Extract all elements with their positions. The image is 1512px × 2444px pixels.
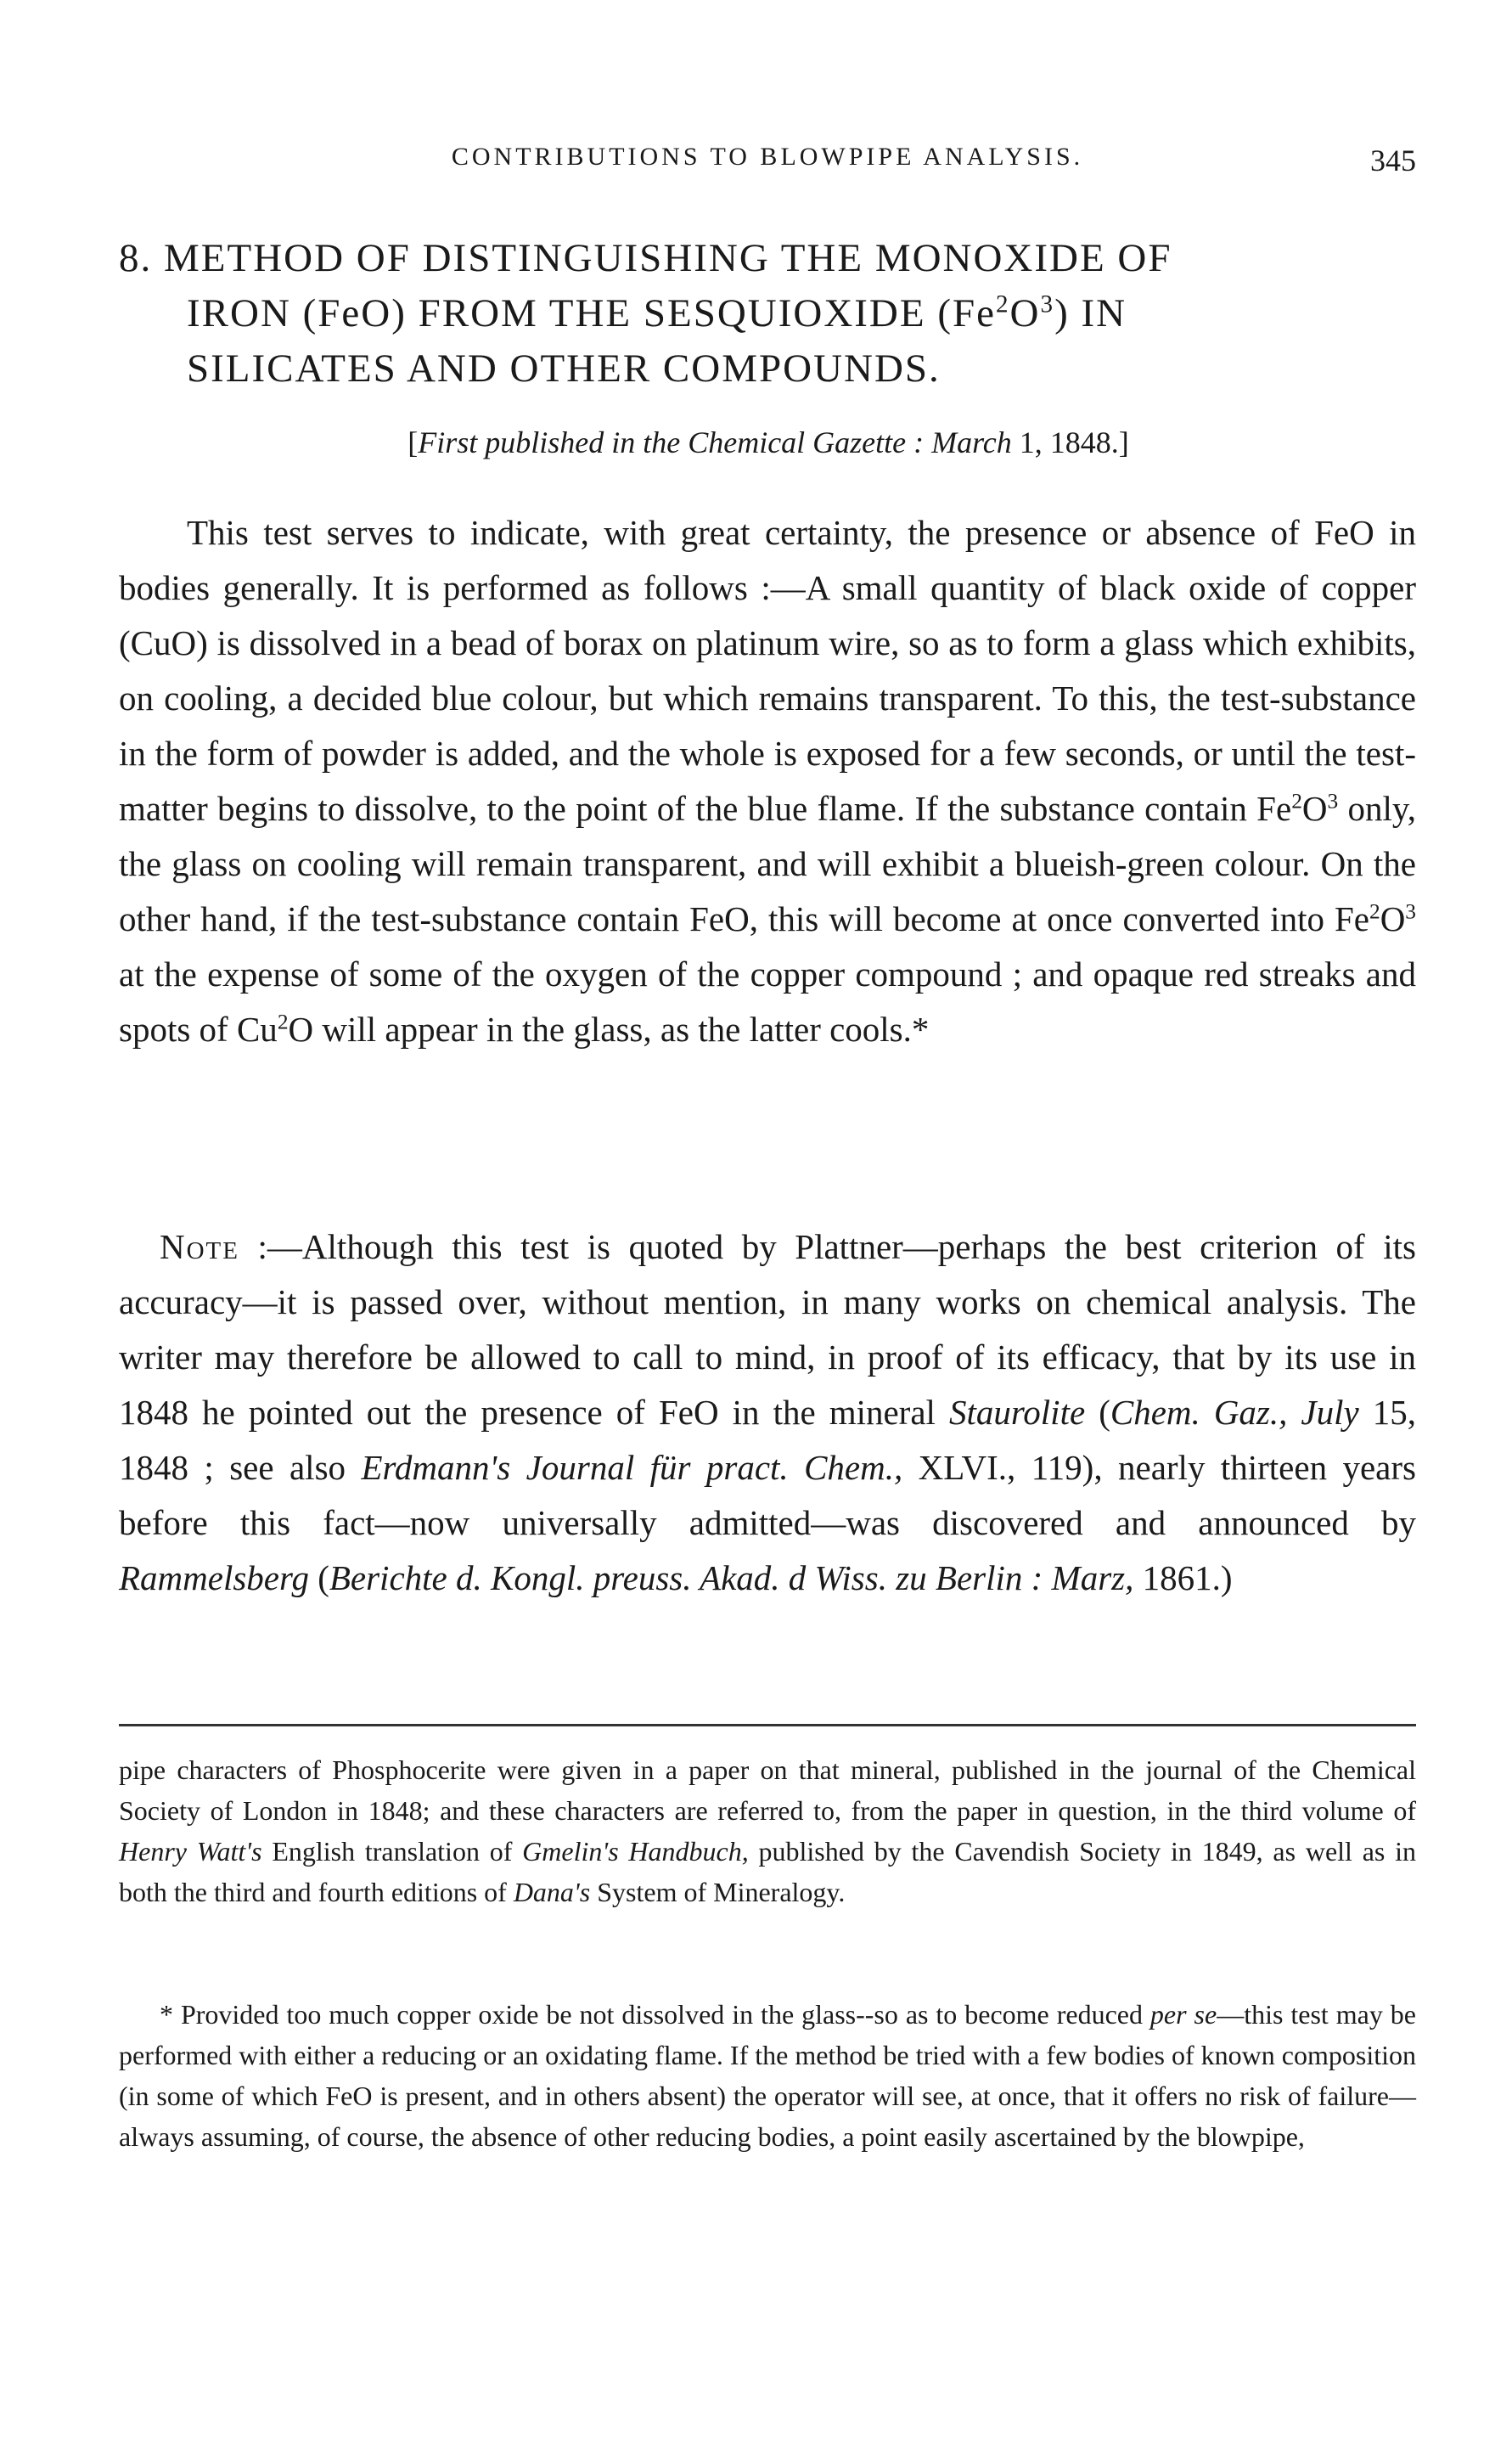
italic-run: Chem. Gaz., July [1110,1393,1359,1432]
source-date: 1, 1848. [1011,425,1119,459]
running-title: CONTRIBUTIONS TO BLOWPIPE ANALYSIS. [451,143,1084,171]
text-run: 1861.) [1133,1558,1233,1597]
heading-line-3: SILICATES AND OTHER COMPOUNDS. [187,346,941,391]
text-run: only, the glass on cooling will remain transparent, and will exhibit a blueish-green colour. On the other hand, if the test-substance contain FeO, this will become at once converted into Fe [119,789,1416,938]
running-head [119,143,1416,185]
text-run: XLVI., 119), nearly thirteen years before this fact—now universally admitted—was discovered and announced by [119,1448,1416,1542]
heading-text: ) IN [1054,291,1127,335]
italic-run: Henry Watt's [119,1836,262,1867]
source-publication: First published in the Chemical Gazette : March [418,425,1012,459]
superscript: 2 [995,290,1010,318]
text-run: —this test may be performed with either a reducing or an oxidating flame. If the method be tried with a few bodies of known composition (in some of which FeO is present, and in others absent) the operator will see, at once, that it offers no risk of failure—always assuming, of course, the absence of other reducing bodies, a point easily ascertained by the blowpipe, [119,1999,1417,2152]
bracket-open: [ [408,425,419,459]
text-run: System of Mineralogy. [590,1877,846,1907]
heading-line-1: 8. METHOD OF DISTINGUISHING THE MONOXIDE OF [119,236,1172,280]
text-run: O will appear in the glass, as the latter cools.* [288,1010,930,1049]
text-run: 15, 1848 ; see also [119,1393,1417,1487]
italic-run: per se [1149,1999,1217,2030]
paragraph-note [119,1219,1416,1606]
italic-run: Dana's [513,1877,591,1907]
superscript: 3 [1040,290,1055,318]
italic-run: Rammelsberg [119,1558,309,1597]
text-run: pipe characters of Phosphocerite were given in a paper on that mineral, published in the journal of the Chemical Society of London in 1848; and these characters are referred to, from the paper in question, in the third volume of [119,1754,1416,1826]
bracket-close: ] [1118,425,1129,459]
superscript: 3 [1405,899,1416,924]
text-run: * Provided too much copper oxide be not dissolved in the glass--so as to become reduced [160,1999,1150,2030]
page-number: 345 [1370,144,1416,177]
section-heading [119,231,1418,397]
superscript: 3 [1327,789,1339,814]
text-run: ( [308,1558,329,1597]
italic-run: Gmelin's Handbuch, [522,1836,749,1867]
source-note [119,425,1418,460]
footnote-divider [119,1724,1416,1726]
superscript: 2 [1291,789,1302,814]
italic-run: Staurolite [948,1393,1086,1432]
text-run: ( [1085,1393,1110,1432]
superscript: 2 [277,1010,289,1034]
text-run: :—Although this test is quoted by Plattner—perhaps the best criterion of its accuracy—it is passed over, without mention, in many works on chemical analysis. The writer may therefore be allowed to call to mind, in proof of its efficacy, that by its use in 1848 he pointed out the presence of FeO in the mineral [119,1227,1416,1432]
text-run: O [1301,789,1328,828]
italic-run: Berichte d. Kongl. preuss. Akad. d Wiss. zu Berlin : Marz, [329,1558,1134,1597]
footnote-continued [119,1749,1416,1912]
text-run: O [1380,899,1406,938]
heading-line-2 [119,286,1418,341]
heading-text: IRON (FeO) FROM THE SESQUIOXIDE (Fe [187,291,996,335]
text-run: This test serves to indicate, with great certainty, the presence or absence of FeO in bodies generally. It is performed as follows :—A small quantity of black oxide of copper (CuO) is dissolved in a bead of borax on platinum wire, so as to form a glass which exhibits, on cooling, a decided blue colour, but which remains transparent. To this, the test-substance in the form of powder is added, and the whole is exposed for a few seconds, or until the test-matter begins to dissolve, to the point of the blue flame. If the substance contain Fe [119,513,1416,828]
text-run: at the expense of some of the oxygen of the copper compound ; and opaque red streaks and spots of Cu [119,955,1416,1049]
heading-text: O [1009,291,1041,335]
text-run: English translation of [261,1836,523,1867]
footnote-asterisk [119,1994,1416,2157]
note-label: Note [160,1227,239,1266]
superscript: 2 [1369,899,1380,924]
italic-run: Erdmann's Journal für pract. Chem., [361,1448,903,1487]
text-run: published by the Cavendish Society in 1849, as well as in both the third and fourth editions of [119,1836,1417,1907]
paragraph-method [119,505,1416,1057]
